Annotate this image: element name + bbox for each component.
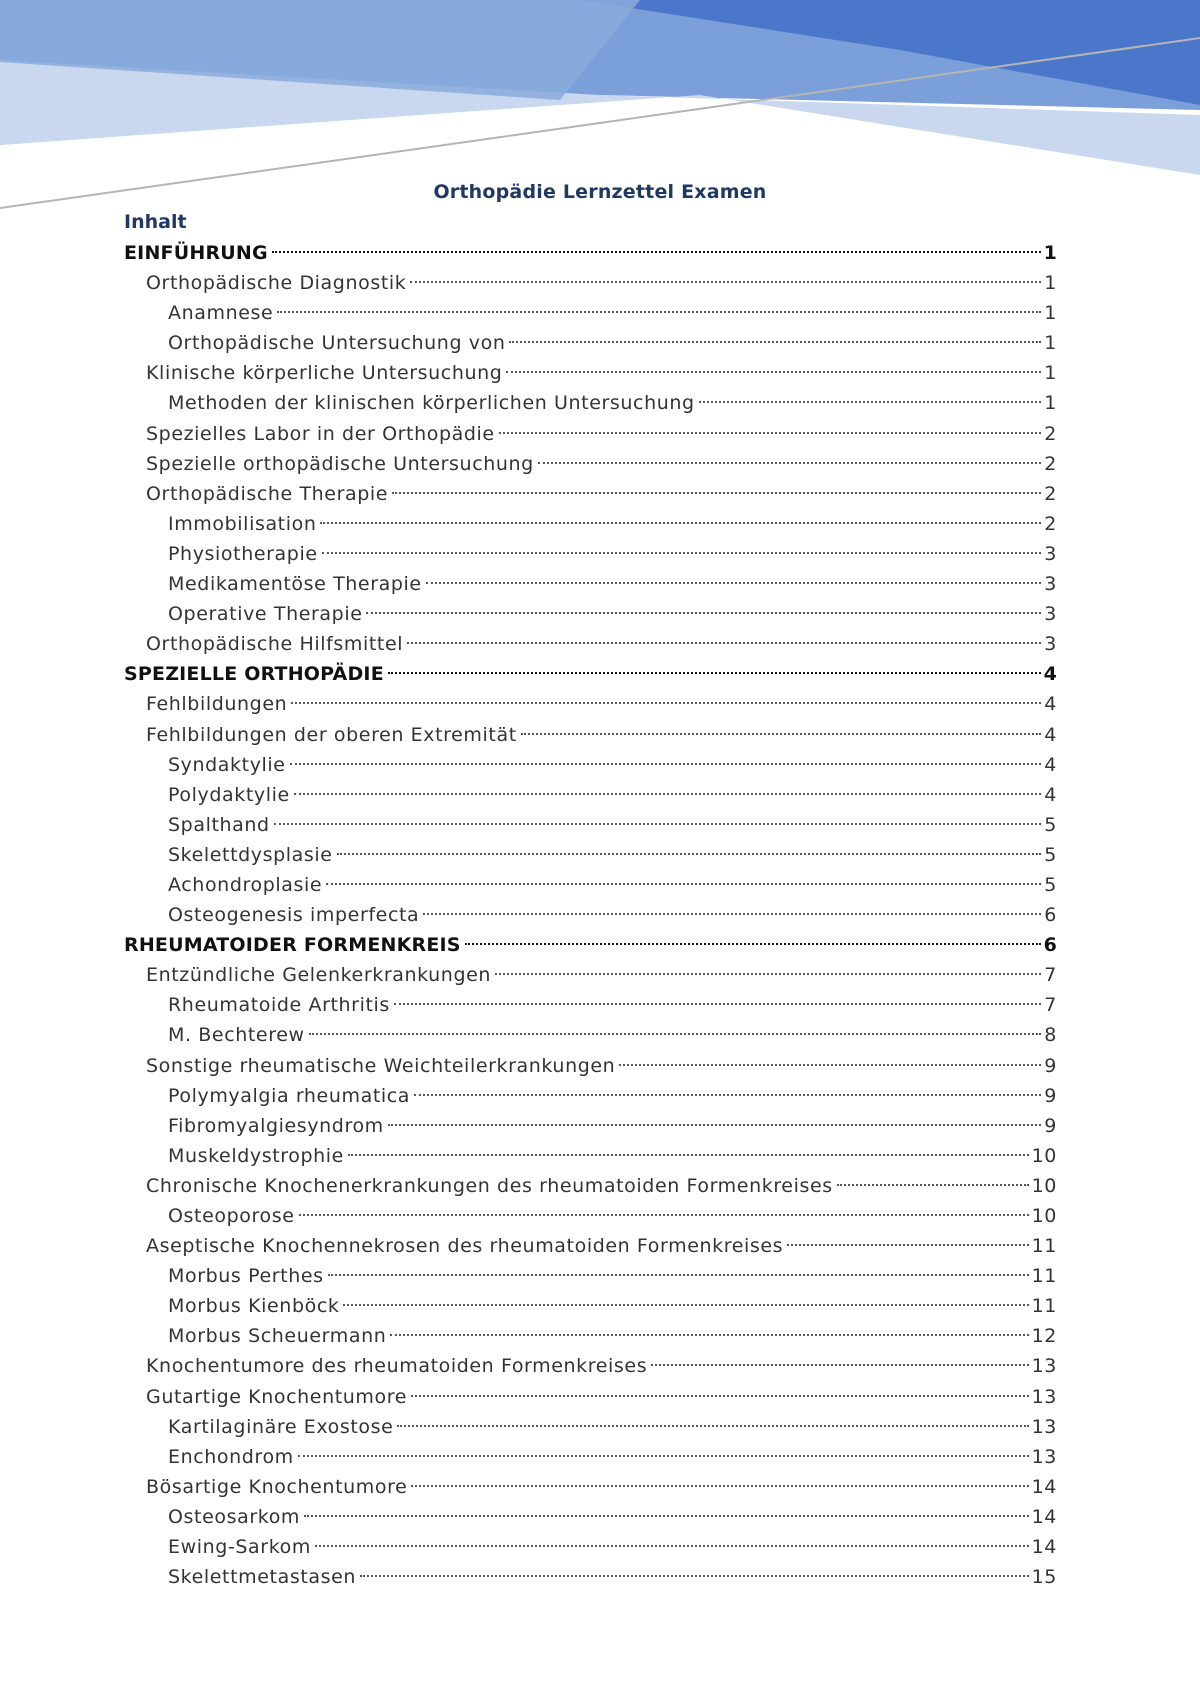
toc-entry[interactable] (124, 1502, 1057, 1532)
toc-entry[interactable] (124, 449, 1057, 479)
toc-entry-label: Methoden der klinischen körperlichen Untersuchung (168, 392, 695, 415)
toc-entry-page: 15 (1031, 1566, 1057, 1589)
toc-entry-page: 7 (1044, 964, 1057, 987)
toc-entry-label: Skelettdysplasie (168, 843, 333, 866)
toc-dot-leader (699, 400, 1042, 403)
toc-entry-page: 8 (1044, 1024, 1057, 1047)
toc-entry-label: Chronische Knochenerkrankungen des rheumatoiden Formenkreises (146, 1174, 833, 1197)
toc-dot-leader (388, 1123, 1042, 1126)
toc-dot-leader (538, 461, 1041, 464)
toc-dot-leader (299, 1213, 1029, 1216)
toc-entry-label: Enchondrom (168, 1445, 294, 1468)
toc-entry-label: EINFÜHRUNG (124, 242, 268, 264)
toc-dot-leader (388, 671, 1041, 674)
toc-dot-leader (407, 641, 1041, 644)
toc-entry-label: RHEUMATOIDER FORMENKREIS (124, 934, 461, 957)
toc-entry-page: 14 (1031, 1475, 1057, 1498)
toc-entry-label: Osteoporose (168, 1205, 295, 1227)
toc-entry-label: Fehlbildungen der oberen Extremität (146, 723, 517, 746)
toc-entry-label: Morbus Perthes (168, 1265, 324, 1288)
toc-dot-leader (366, 611, 1041, 614)
toc-entry-page: 13 (1031, 1385, 1057, 1408)
toc-entry-label: Aseptische Knochennekrosen des rheumatoiden Formenkreises (146, 1235, 784, 1258)
toc-dot-leader (499, 431, 1042, 434)
toc-dot-leader (298, 1454, 1029, 1457)
toc-dot-leader (322, 551, 1042, 554)
toc-entry-label: Bösartige Knochentumore (146, 1475, 408, 1498)
toc-entry-label: Entzündliche Gelenkerkrankungen (146, 964, 492, 987)
toc-entry-label: M. Bechterew (168, 1024, 305, 1047)
toc-dot-leader (274, 822, 1042, 825)
toc-entry[interactable] (124, 569, 1057, 599)
toc-entry-label: Morbus Scheuermann (168, 1325, 387, 1348)
toc-dot-leader (619, 1063, 1041, 1066)
toc-entry[interactable] (124, 1231, 1057, 1261)
toc-dot-leader (465, 942, 1041, 945)
toc-entry-label: Medikamentöse Therapie (168, 573, 422, 596)
toc-entry-label: Spezielles Labor in der Orthopädie (146, 422, 495, 445)
toc-entry-label: Osteosarkom (168, 1505, 301, 1528)
toc-entry-label: Orthopädische Hilfsmittel (146, 633, 404, 656)
toc-entry-page: 2 (1044, 482, 1057, 505)
toc-entry[interactable] (124, 1351, 1057, 1381)
toc-dot-leader (423, 912, 1041, 915)
toc-dot-leader (410, 280, 1041, 283)
toc-dot-leader (390, 1333, 1028, 1336)
toc-entry-page: 1 (1044, 272, 1057, 295)
toc-dot-leader (787, 1243, 1028, 1246)
toc-entry[interactable] (124, 1382, 1057, 1412)
toc-entry[interactable] (124, 870, 1057, 900)
toc-dot-leader (521, 732, 1042, 735)
toc-entry[interactable] (124, 1051, 1057, 1081)
toc-entry[interactable] (124, 990, 1057, 1020)
table-of-contents (124, 238, 1057, 1592)
toc-entry[interactable] (124, 1201, 1057, 1231)
toc-entry[interactable] (124, 509, 1057, 539)
toc-dot-leader (506, 370, 1041, 373)
toc-dot-leader (394, 1002, 1041, 1005)
toc-entry-label: Achondroplasie (168, 873, 323, 896)
toc-entry[interactable] (124, 268, 1057, 298)
toc-entry-label: Syndaktylie (168, 753, 286, 776)
toc-heading: Inhalt (124, 211, 187, 233)
toc-dot-leader (294, 792, 1042, 795)
toc-entry-page: 14 (1031, 1536, 1057, 1559)
toc-dot-leader (291, 701, 1041, 704)
toc-entry-label: Anamnese (168, 302, 274, 325)
toc-entry-page: 6 (1043, 934, 1057, 957)
toc-entry[interactable] (124, 1321, 1057, 1351)
toc-entry[interactable] (124, 840, 1057, 870)
toc-entry[interactable] (124, 810, 1057, 840)
toc-entry-label: Orthopädische Diagnostik (146, 272, 407, 295)
toc-dot-leader (426, 581, 1042, 584)
toc-entry[interactable] (124, 780, 1057, 810)
toc-entry-page: 11 (1031, 1235, 1057, 1258)
toc-entry[interactable] (124, 1472, 1057, 1502)
toc-dot-leader (397, 1424, 1028, 1427)
toc-entry[interactable] (124, 1261, 1057, 1291)
toc-entry-label: Sonstige rheumatische Weichteilerkrankungen (146, 1054, 616, 1077)
toc-entry-page: 1 (1044, 302, 1057, 325)
toc-entry[interactable] (124, 1141, 1057, 1171)
toc-dot-leader (309, 1032, 1042, 1035)
toc-entry-page: 10 (1031, 1174, 1057, 1197)
toc-entry-label: Fibromyalgiesyndrom (168, 1114, 384, 1137)
toc-entry-page: 13 (1031, 1415, 1057, 1438)
toc-entry[interactable] (124, 419, 1057, 449)
toc-entry-page: 13 (1031, 1445, 1057, 1468)
toc-entry[interactable] (124, 298, 1057, 328)
toc-entry[interactable] (124, 1412, 1057, 1442)
toc-dot-leader (495, 972, 1041, 975)
toc-entry-label: Knochentumore des rheumatoiden Formenkreises (146, 1355, 648, 1378)
toc-entry-page: 6 (1044, 904, 1057, 927)
toc-entry-page: 2 (1044, 512, 1057, 535)
toc-dot-leader (304, 1514, 1029, 1517)
toc-entry-page: 13 (1031, 1355, 1057, 1378)
toc-entry[interactable] (124, 1111, 1057, 1141)
toc-dot-leader (411, 1394, 1029, 1397)
toc-entry-page: 5 (1044, 843, 1057, 866)
toc-entry-label: Kartilaginäre Exostose (168, 1415, 394, 1438)
toc-entry-page: 2 (1044, 422, 1057, 445)
toc-entry-label: Fehlbildungen (146, 693, 288, 716)
toc-entry-label: Operative Therapie (168, 603, 363, 626)
toc-dot-leader (392, 491, 1041, 494)
toc-entry[interactable] (124, 1532, 1057, 1562)
document-title: Orthopädie Lernzettel Examen (433, 181, 767, 203)
toc-entry-page: 3 (1044, 573, 1057, 596)
toc-entry[interactable] (124, 629, 1057, 659)
toc-dot-leader (315, 1544, 1029, 1547)
toc-entry-page: 11 (1031, 1295, 1057, 1318)
toc-entry-label: Physiotherapie (168, 542, 318, 565)
toc-entry-label: Rheumatoide Arthritis (168, 994, 390, 1017)
toc-entry[interactable] (124, 900, 1057, 930)
toc-dot-leader (337, 852, 1042, 855)
toc-dot-leader (348, 1153, 1029, 1156)
toc-entry-page: 3 (1044, 542, 1057, 565)
toc-entry-label: Spalthand (168, 813, 270, 836)
toc-entry[interactable] (124, 659, 1057, 689)
toc-entry[interactable] (124, 1081, 1057, 1111)
toc-entry-page: 11 (1031, 1265, 1057, 1288)
toc-entry-label: Spezielle orthopädische Untersuchung (146, 452, 534, 475)
toc-entry-page: 9 (1044, 1054, 1057, 1077)
toc-dot-leader (320, 521, 1041, 524)
toc-dot-leader (360, 1574, 1029, 1577)
toc-entry-page: 1 (1043, 242, 1057, 264)
toc-entry[interactable] (124, 358, 1057, 388)
toc-entry-label: Polymyalgia rheumatica (168, 1084, 411, 1107)
toc-entry-page: 10 (1031, 1205, 1057, 1227)
toc-entry[interactable] (124, 599, 1057, 629)
toc-entry[interactable] (124, 750, 1057, 780)
toc-entry[interactable] (124, 689, 1057, 719)
toc-entry-page: 10 (1031, 1144, 1057, 1167)
toc-entry-label: Polydaktylie (168, 783, 290, 806)
toc-dot-leader (509, 340, 1041, 343)
toc-entry-page: 9 (1044, 1114, 1057, 1137)
toc-dot-leader (290, 762, 1042, 765)
toc-entry[interactable] (124, 539, 1057, 569)
toc-entry-label: Orthopädische Untersuchung von (168, 332, 506, 355)
toc-entry-label: Skelettmetastasen (168, 1566, 357, 1589)
toc-entry-page: 4 (1043, 663, 1057, 686)
toc-entry[interactable] (124, 479, 1057, 509)
toc-dot-leader (272, 250, 1041, 253)
toc-entry-page: 7 (1044, 994, 1057, 1017)
toc-entry[interactable] (124, 960, 1057, 990)
toc-entry[interactable] (124, 930, 1057, 960)
toc-entry-page: 5 (1044, 873, 1057, 896)
toc-dot-leader (326, 882, 1041, 885)
toc-entry-page: 2 (1044, 452, 1057, 475)
toc-dot-leader (837, 1183, 1029, 1186)
toc-dot-leader (411, 1484, 1028, 1487)
toc-dot-leader (343, 1303, 1028, 1306)
toc-dot-leader (414, 1093, 1041, 1096)
toc-entry-label: Morbus Kienböck (168, 1295, 340, 1318)
toc-entry-page: 1 (1044, 332, 1057, 355)
toc-entry-label: Ewing-Sarkom (168, 1536, 311, 1559)
toc-entry-label: Orthopädische Therapie (146, 482, 389, 505)
toc-entry-page: 9 (1044, 1084, 1057, 1107)
toc-entry-label: Osteogenesis imperfecta (168, 904, 420, 927)
toc-entry[interactable] (124, 1291, 1057, 1321)
toc-entry-page: 1 (1044, 392, 1057, 415)
toc-dot-leader (328, 1273, 1029, 1276)
toc-entry-page: 4 (1044, 753, 1057, 776)
toc-entry-page: 3 (1044, 603, 1057, 626)
toc-entry-page: 14 (1031, 1505, 1057, 1528)
toc-entry-page: 5 (1044, 813, 1057, 836)
toc-entry[interactable] (124, 1171, 1057, 1201)
toc-entry-label: SPEZIELLE ORTHOPÄDIE (124, 663, 384, 686)
toc-entry-page: 4 (1044, 693, 1057, 716)
toc-entry[interactable] (124, 238, 1057, 268)
toc-entry[interactable] (124, 720, 1057, 750)
toc-entry-page: 3 (1044, 633, 1057, 656)
toc-entry-label: Muskeldystrophie (168, 1144, 344, 1167)
toc-entry[interactable] (124, 1442, 1057, 1472)
toc-entry-page: 4 (1044, 783, 1057, 806)
toc-entry[interactable] (124, 328, 1057, 358)
toc-entry[interactable] (124, 388, 1057, 418)
toc-entry-page: 12 (1031, 1325, 1057, 1348)
toc-dot-leader (651, 1363, 1028, 1366)
toc-entry-page: 1 (1044, 362, 1057, 385)
toc-entry-label: Immobilisation (168, 512, 317, 535)
toc-entry-page: 4 (1044, 723, 1057, 746)
toc-dot-leader (277, 310, 1041, 313)
toc-entry-label: Klinische körperliche Untersuchung (146, 362, 503, 385)
toc-entry[interactable] (124, 1020, 1057, 1050)
toc-entry[interactable] (124, 1562, 1057, 1592)
toc-entry-label: Gutartige Knochentumore (146, 1385, 408, 1408)
